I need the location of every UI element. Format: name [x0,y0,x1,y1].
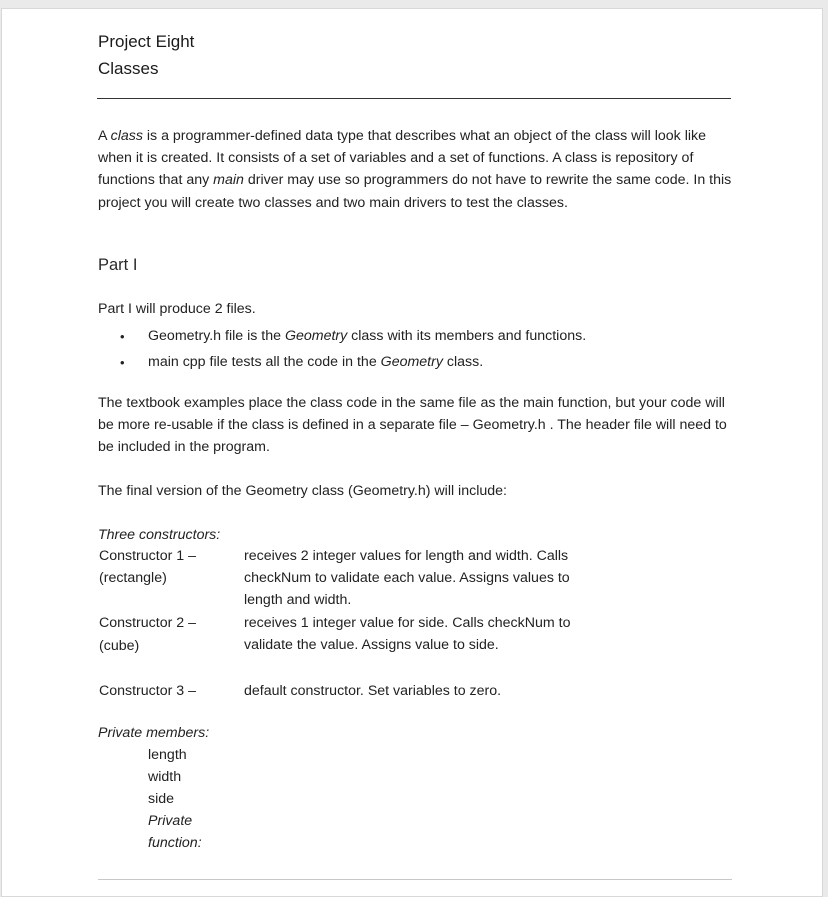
intro-text-1: A [98,128,111,144]
intro-text-3: driver may use so programmers do not have to rewrite the same code. In this project you will create two classes and two main drivers to test the classes. [98,172,732,211]
constructor2-label: Constructor 2 – [99,615,196,631]
constructor1-label: Constructor 1 – [99,548,196,564]
doc-title: Project Eight [98,32,195,51]
list-item [120,324,586,350]
bullet1-text-a: Geometry.h file is the [148,328,285,344]
bullet1-text-b: class with its members and functions. [347,328,587,344]
intro-text-2: is a programmer-defined data type that describes what an object of the class will look like when it is created. It consists of a set of variables and a set of functions. A class is repository of functions that any [98,128,707,189]
document-page [1,8,823,897]
private-function-label-2: function: [148,835,202,851]
part1-heading: Part I [98,256,138,274]
intro-italic-main: main [213,172,244,189]
list-item [120,350,586,376]
constructor3-description: default constructor. Set variables to zero. [244,683,502,699]
private-members-heading: Private members: [98,725,210,741]
member-width: width [148,769,182,785]
constructor1-sublabel: (rectangle) [99,570,167,586]
constructor2-sublabel: (cube) [99,638,140,654]
bullet2-text-a: main cpp file tests all the code in the [148,353,381,370]
bullet2-italic: Geometry [380,353,443,370]
doc-subtitle: Classes [98,59,159,78]
intro-italic-class: class [110,128,143,144]
bullet-icon: • [120,329,125,344]
bullet-icon: • [120,354,125,370]
member-length: length [148,747,187,763]
constructor1-description: receives 2 integer values for length and width. Calls checkNum to validate each value. Assigns values to length and width. [244,548,570,609]
member-side: side [148,791,175,807]
part1-lead: Part I will produce 2 files. [98,301,256,317]
bullet1-italic: Geometry [284,328,348,344]
constructor3-label: Constructor 3 – [99,683,196,699]
textbook-paragraph: The textbook examples place the class code in the same file as the main function, but your code will be more re-usable if the class is defined in a separate file – Geometry.h . The header file will need to be included in the program. [98,395,727,456]
intro-paragraph [98,125,734,214]
page-bottom-divider [98,879,732,880]
final-version-line: The final version of the Geometry class (Geometry.h) will include: [98,483,507,499]
files-list [120,324,586,375]
constructor2-description: receives 1 integer value for side. Calls checkNum to validate the value. Assigns value to side. [244,615,571,654]
constructors-heading: Three constructors: [98,527,221,543]
bullet2-text-b: class. [442,353,484,370]
title-divider [97,98,731,99]
private-function-label: Private [148,813,193,829]
